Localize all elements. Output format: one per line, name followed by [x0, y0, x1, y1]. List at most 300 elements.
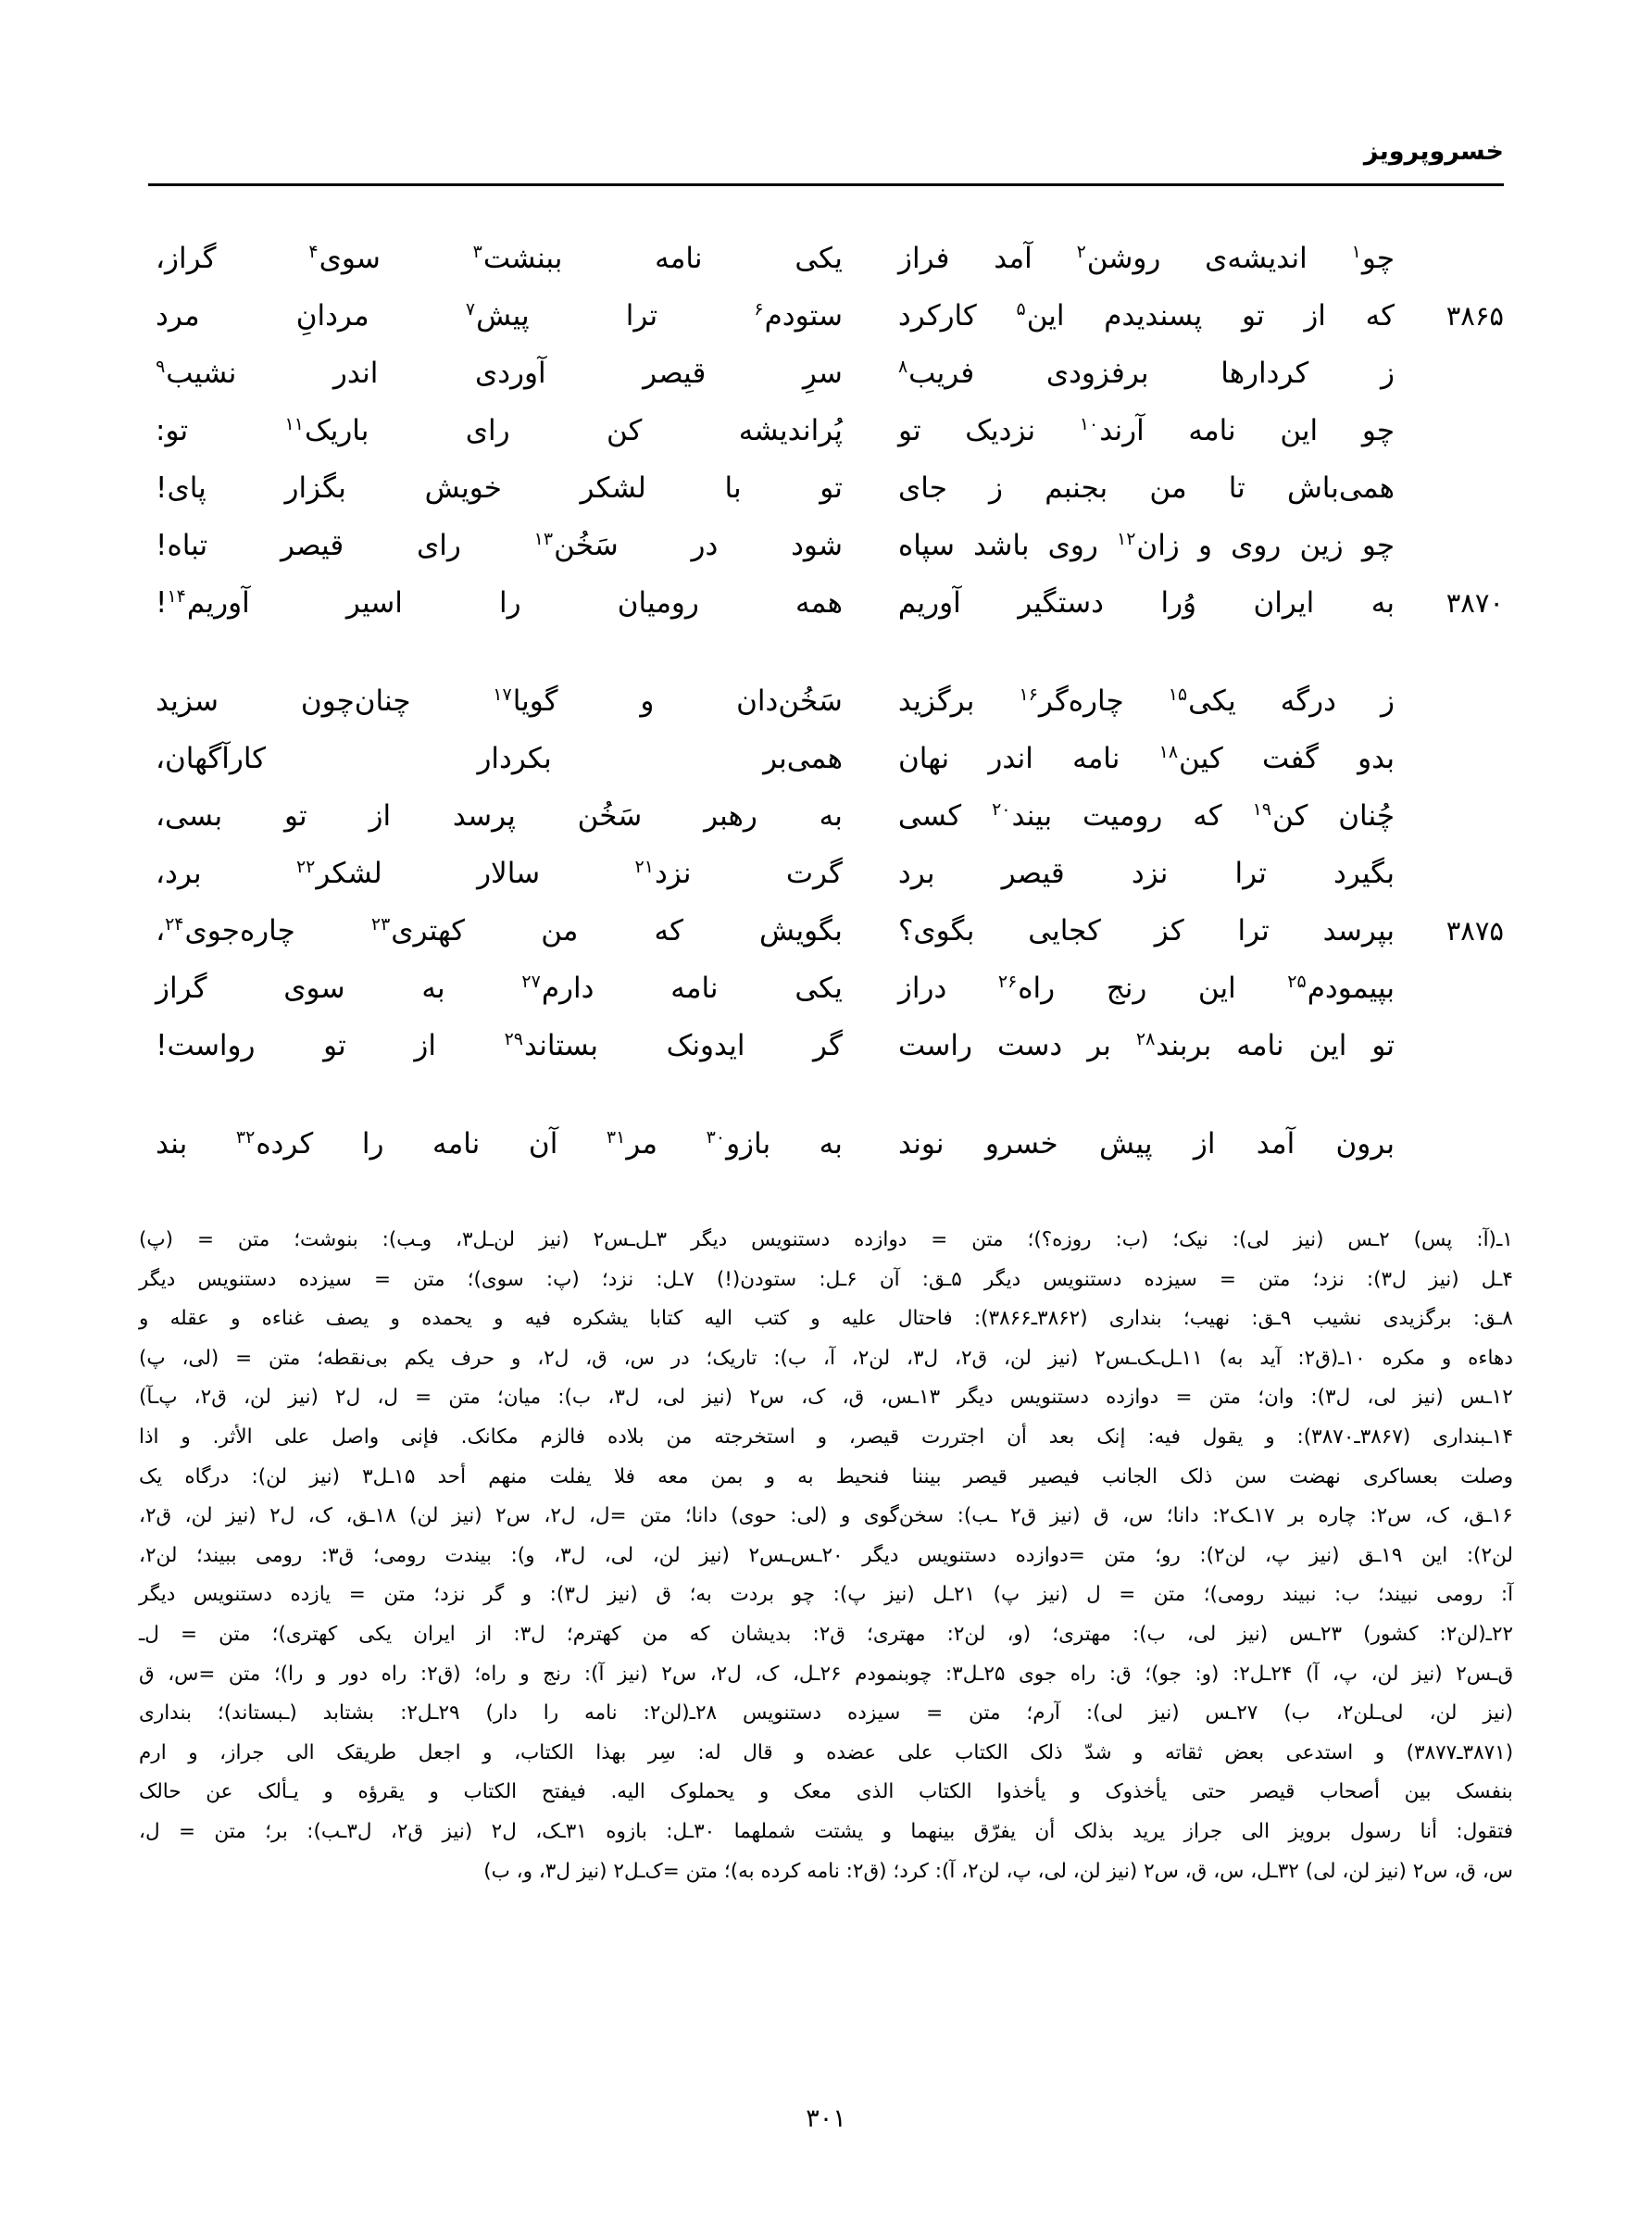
verse-word: گرت	[785, 857, 843, 890]
apparatus-token: ۲۶ـل،	[792, 1662, 842, 1686]
apparatus-token: رنج	[543, 1662, 571, 1686]
apparatus-token: آ)	[1305, 1662, 1320, 1686]
apparatus-token: ق	[656, 1583, 672, 1607]
apparatus-token: بدیشان	[731, 1622, 792, 1646]
apparatus-token: یقرؤه	[357, 1780, 405, 1804]
apparatus-token: نهضت	[1289, 1464, 1341, 1488]
verse-word: کرده$^{۳۲}$	[235, 1126, 314, 1161]
apparatus-token: سیزده	[298, 1267, 352, 1291]
apparatus-token: لن،	[1429, 1701, 1458, 1726]
apparatus-token: پ)	[139, 1346, 166, 1370]
hemistich-first	[867, 517, 1504, 574]
verse-word: بگیرد	[1333, 857, 1395, 890]
verse-word: سالار	[477, 857, 541, 890]
apparatus-token: یـألک	[257, 1780, 299, 1804]
apparatus-token: (ق۲:	[845, 1859, 887, 1883]
verse-word: نامه	[1236, 1029, 1284, 1062]
apparatus-token: بذلک	[1073, 1819, 1114, 1843]
apparatus-token: ب)	[483, 1859, 510, 1883]
apparatus-token: از	[476, 1622, 493, 1646]
apparatus-token: بنداری	[1108, 1307, 1162, 1331]
apparatus-token: ب)	[1283, 1701, 1310, 1726]
apparatus-token: بر؛	[265, 1819, 288, 1843]
apparatus-token: دوازده	[854, 1228, 907, 1251]
apparatus-token: ۱ـ(آ:	[1476, 1228, 1513, 1251]
verse-word: یکی$^{۱۵}$	[1168, 684, 1236, 718]
apparatus-token: (نیز	[576, 1859, 607, 1883]
apparatus-token: غناءه	[261, 1307, 305, 1331]
apparatus-token: یقول	[1202, 1424, 1244, 1449]
apparatus-token: شدّ	[1084, 1740, 1112, 1764]
footnote-marker: ۱۴	[167, 585, 186, 607]
apparatus-token: واصل	[332, 1424, 380, 1449]
apparatus-token: بلاده	[607, 1424, 645, 1449]
apparatus-token: درگاه	[184, 1464, 230, 1488]
apparatus-token: بیننا	[911, 1464, 942, 1488]
verse-word: راست	[897, 1029, 972, 1062]
apparatus-token: الی	[286, 1740, 315, 1764]
footnote-marker: ۷	[465, 298, 476, 320]
apparatus-token: =	[178, 1819, 195, 1843]
apparatus-token: دیگر	[957, 1386, 994, 1410]
apparatus-token: ل،	[139, 1819, 160, 1843]
apparatus-token: بی‌نقطه؛	[317, 1346, 388, 1370]
verse-word: تو	[897, 414, 921, 447]
verse-word: خسرو	[984, 1127, 1058, 1161]
apparatus-token: (نیز	[1376, 1859, 1407, 1883]
apparatus-token: رومی؛	[372, 1543, 426, 1567]
apparatus-token: به	[797, 1464, 814, 1488]
verse-word: سرِ	[802, 357, 843, 390]
verse-word: سزید	[156, 684, 219, 718]
footnote-marker: ۱۰	[1079, 413, 1099, 434]
apparatus-line	[139, 1694, 1513, 1734]
apparatus-token: نهیب؛	[1183, 1307, 1231, 1331]
apparatus-token: یحمده	[421, 1307, 472, 1331]
verse-word: آوریم	[897, 586, 961, 620]
apparatus-token: (نیز	[1483, 1701, 1514, 1726]
apparatus-token: پ،	[1332, 1662, 1358, 1686]
verse-word: تو	[323, 1029, 346, 1062]
verse-word: همی‌بر	[763, 742, 843, 775]
verse-word: دستگیر	[1018, 586, 1104, 620]
verse-couplet	[148, 1017, 1504, 1074]
verse-word: گفت	[1262, 742, 1319, 775]
apparatus-token: =	[1219, 1267, 1236, 1291]
hemistich-first	[867, 730, 1504, 787]
verse-word: به	[1370, 586, 1395, 620]
apparatus-line	[139, 1378, 1513, 1418]
verse-word: ز	[1381, 357, 1395, 390]
apparatus-token: لن،	[184, 1504, 213, 1528]
verse-word: از	[369, 799, 392, 833]
footnote-marker: ۲	[1076, 241, 1086, 262]
apparatus-token: س۲:	[1370, 1504, 1412, 1528]
apparatus-token: (نیز	[884, 1583, 915, 1607]
verse-word: این	[1280, 414, 1319, 447]
apparatus-token: ل۳):	[1366, 1267, 1407, 1291]
apparatus-token: ستودن(!)	[716, 1267, 797, 1291]
apparatus-token: متن	[1104, 1543, 1136, 1567]
hemistich-first	[867, 345, 1504, 402]
apparatus-token: و	[1441, 1346, 1452, 1370]
verse-number: ۳۸۷۵	[1446, 915, 1504, 947]
apparatus-token: (ق۲:	[419, 1662, 461, 1686]
apparatus-token: ۱۳ـس،	[881, 1386, 941, 1410]
apparatus-token: جراز	[1183, 1819, 1223, 1843]
verse-word: تا	[1228, 471, 1245, 505]
apparatus-token: آ:	[1500, 1583, 1514, 1607]
verse-word: بیند$^{۲۰}$	[992, 798, 1053, 833]
verse-word: کارکرد	[897, 299, 977, 333]
apparatus-token: (نیز	[451, 1504, 482, 1528]
apparatus-token: منهم	[488, 1464, 528, 1488]
apparatus-token: ببیند؛	[195, 1543, 237, 1567]
apparatus-token: سیزده	[847, 1701, 901, 1726]
apparatus-token: ق،	[1184, 1859, 1208, 1883]
apparatus-token: تاریک؛	[706, 1346, 757, 1370]
apparatus-token: سخن‌گوی	[863, 1504, 945, 1528]
apparatus-token: (نیز	[1411, 1662, 1443, 1686]
apparatus-token: متن	[1153, 1583, 1186, 1607]
apparatus-token: (۳۸۷۱ـ۳۸۷۷)	[1406, 1740, 1514, 1764]
hemistich-second	[148, 574, 867, 632]
apparatus-token: عضده	[826, 1740, 877, 1764]
hemistich-first	[867, 459, 1504, 517]
apparatus-token: ل۲	[491, 1819, 517, 1843]
apparatus-token: متن	[383, 1583, 416, 1607]
apparatus-token: عن	[206, 1780, 233, 1804]
verse-word: نامه	[670, 972, 719, 1005]
hemistich-first	[867, 672, 1504, 730]
apparatus-token: ق،	[842, 1386, 865, 1410]
verse-word: نزدیک	[965, 414, 1036, 447]
apparatus-token: و	[139, 1307, 149, 1331]
apparatus-token: آن	[879, 1267, 900, 1291]
apparatus-token: ب):	[773, 1346, 807, 1370]
apparatus-token: فیفتح	[541, 1780, 586, 1804]
apparatus-token: س۲	[1144, 1859, 1179, 1883]
apparatus-token: الذی	[856, 1780, 895, 1804]
apparatus-token: ق۲،	[139, 1504, 172, 1528]
apparatus-token: ل۳،	[907, 1346, 939, 1370]
verse-word: چاره‌گر$^{۱۶}$	[1019, 684, 1124, 718]
apparatus-token: مکانک.	[460, 1424, 519, 1449]
apparatus-token: بعض	[1224, 1740, 1265, 1764]
apparatus-token: اجتررت	[921, 1424, 985, 1449]
verse-word: قیصر	[1001, 857, 1065, 890]
verse-word: از	[1193, 1127, 1216, 1161]
verse-word: نزد$^{۲۱}$	[634, 856, 692, 890]
verse-word: گر	[813, 1029, 843, 1062]
verse-word: فراز	[897, 242, 950, 275]
verse-word: پیش	[1099, 1127, 1153, 1161]
hemistich-second	[148, 517, 867, 574]
apparatus-token: حالک	[139, 1780, 181, 1804]
verse-couplet	[148, 672, 1504, 730]
verse-number: ۳۸۷۰	[1446, 587, 1504, 619]
apparatus-token: گر	[483, 1583, 505, 1607]
apparatus-token: ۳۰ـل:	[666, 1819, 716, 1843]
apparatus-token: (لی:	[790, 1504, 828, 1528]
hemistich-second	[148, 287, 867, 345]
footnote-marker: ۱۱	[284, 413, 304, 434]
apparatus-token: لن،	[1370, 1662, 1399, 1686]
apparatus-token: (نیز	[1148, 1701, 1180, 1726]
hemistich-second	[148, 1017, 867, 1074]
verse-word: کردارها	[1220, 357, 1309, 390]
apparatus-token: نبیند	[1282, 1583, 1317, 1607]
verse-word: اندیشه‌ی	[1205, 242, 1308, 275]
apparatus-token: دیگر	[139, 1267, 176, 1291]
apparatus-token: جراز،	[219, 1740, 265, 1764]
apparatus-token: بعد	[1048, 1424, 1075, 1449]
apparatus-line	[139, 1339, 1513, 1379]
verse-word: نامه	[1072, 742, 1120, 775]
apparatus-token: و	[840, 1504, 851, 1528]
verse-number: ۳۸۶۵	[1446, 300, 1504, 332]
apparatus-token: ۲۱ـل	[932, 1583, 976, 1607]
apparatus-token: بمن	[710, 1464, 744, 1488]
footnote-marker: ۲۹	[504, 1028, 523, 1049]
apparatus-token: استخرجته	[714, 1424, 795, 1449]
apparatus-token: ۱۱ـل‌ـک‌ـس۲	[1095, 1346, 1203, 1370]
verse-word: پسندیدم	[1104, 299, 1203, 333]
apparatus-token: آید	[1259, 1346, 1282, 1370]
apparatus-token: و):	[510, 1543, 535, 1567]
apparatus-token: اذا	[139, 1424, 159, 1449]
apparatus-token: کتابا	[649, 1307, 683, 1331]
verse-word: برد	[897, 857, 935, 890]
apparatus-token: حتی	[1191, 1780, 1227, 1804]
apparatus-token: الکتاب،	[514, 1740, 574, 1764]
verse-word: نهان	[897, 742, 950, 775]
apparatus-token: دیگر	[690, 1228, 728, 1251]
verse-word: به	[421, 972, 445, 1005]
apparatus-token: ق۲،	[194, 1386, 227, 1410]
apparatus-token: س۲	[495, 1504, 531, 1528]
apparatus-token: =	[931, 1228, 948, 1251]
apparatus-token: متن	[685, 1859, 719, 1883]
verse-word: نامه	[432, 1127, 481, 1161]
apparatus-token: ل۲	[335, 1386, 361, 1410]
apparatus-token: ل‌ـ	[139, 1622, 159, 1646]
apparatus-token: (و،	[1007, 1622, 1032, 1646]
apparatus-token: یأخذوا	[996, 1780, 1046, 1804]
apparatus-token: فلا	[613, 1464, 635, 1488]
apparatus-token: روزه؟)؛	[1027, 1228, 1092, 1251]
verse-word: بگزار	[284, 471, 346, 505]
apparatus-token: =	[373, 1267, 391, 1291]
apparatus-token: مکره	[1382, 1346, 1426, 1370]
apparatus-token: بعساکری	[1362, 1464, 1438, 1488]
apparatus-token: در	[670, 1346, 690, 1370]
verse-word: دست	[996, 1029, 1063, 1062]
apparatus-token: ق۲،	[390, 1819, 424, 1843]
apparatus-token: لی،	[604, 1543, 634, 1567]
apparatus-token: بر	[1288, 1504, 1305, 1528]
verse-word: برون	[1335, 1127, 1395, 1161]
apparatus-token: بازوه	[606, 1819, 647, 1843]
apparatus-token: ۲۳ـس	[1289, 1622, 1343, 1646]
apparatus-token: آرم؛	[1026, 1701, 1060, 1726]
running-head	[148, 139, 1504, 195]
running-head-title: خسروپرویز	[1363, 137, 1504, 166]
verse-word: به	[819, 1127, 843, 1161]
verse-couplet	[148, 402, 1504, 459]
apparatus-token: و	[390, 1307, 400, 1331]
apparatus-token: متن	[268, 1346, 301, 1370]
verse-word: رای	[416, 529, 461, 562]
apparatus-token: ۲۹ـل۲:	[400, 1701, 460, 1726]
apparatus-token: إنک	[1096, 1424, 1126, 1449]
verse-word: بربند$^{۲۸}$	[1135, 1028, 1212, 1062]
verse-word: کز	[1154, 914, 1184, 948]
verse-word: ز	[1381, 684, 1395, 718]
apparatus-token: سن	[1234, 1464, 1268, 1488]
apparatus-token: (نیز	[1428, 1267, 1459, 1291]
verse-word: بپرسد	[1322, 914, 1395, 948]
apparatus-token: یک	[139, 1464, 163, 1488]
verse-word: سَخُن‌دان	[736, 684, 843, 718]
apparatus-token: ل۳ـب):	[307, 1819, 372, 1843]
apparatus-token: (۳۸۶۲ـ۳۸۶۶):	[973, 1307, 1088, 1331]
footnote-marker: ۳۲	[235, 1126, 256, 1148]
apparatus-token: =	[415, 1386, 432, 1410]
apparatus-token: فاحتال	[897, 1307, 953, 1331]
footnote-marker: ۹	[156, 356, 166, 377]
verse-couplet	[148, 902, 1504, 960]
verse-word: بگویش	[759, 914, 843, 948]
apparatus-token: وان؛	[1258, 1386, 1295, 1410]
apparatus-token: أصحاب	[1320, 1780, 1381, 1804]
hemistich-second	[148, 845, 867, 902]
verse-word: همی‌باش	[1286, 471, 1395, 505]
apparatus-token: ل۳):	[1310, 1386, 1351, 1410]
verse-word: کن	[607, 414, 643, 447]
verse-word: دارم$^{۲۷}$	[521, 971, 594, 1005]
apparatus-line	[139, 1734, 1513, 1774]
apparatus-token: به)	[1219, 1346, 1244, 1370]
apparatus-token: لن۲:	[946, 1622, 986, 1646]
apparatus-token: لی‌ـلن۲،	[1335, 1701, 1404, 1726]
verse-word: یکی	[795, 972, 843, 1005]
apparatus-token: (پ:	[545, 1267, 580, 1291]
apparatus-token: استدعی	[1285, 1740, 1354, 1764]
apparatus-token: ل،	[377, 1386, 398, 1410]
footnote-marker: ۳۰	[706, 1126, 726, 1148]
apparatus-token: ل	[1086, 1583, 1101, 1607]
apparatus-token: ب:	[1333, 1583, 1360, 1607]
apparatus-token: علی	[274, 1424, 310, 1449]
verse-couplet	[148, 1115, 1504, 1173]
verse-word: زان$^{۱۲}$	[1117, 528, 1180, 562]
verse-word: روی	[1047, 529, 1098, 562]
apparatus-token: س،	[1122, 1504, 1154, 1528]
verse-word: وُرا	[1160, 586, 1197, 620]
apparatus-token: (نیز	[309, 1464, 340, 1488]
apparatus-token: آ):	[934, 1859, 956, 1883]
verse-word: همه	[795, 586, 843, 620]
apparatus-token: لن،	[244, 1386, 271, 1410]
apparatus-token: ۸ـق:	[1472, 1307, 1513, 1331]
apparatus-token: =	[348, 1583, 366, 1607]
apparatus-token: مهتری؛	[1052, 1622, 1111, 1646]
verse-word: یکی	[795, 242, 843, 275]
verse-word: بکردار	[477, 742, 552, 775]
verse-word: لشکر	[580, 471, 646, 505]
apparatus-token: ق،	[585, 1346, 607, 1370]
apparatus-token: پ):	[832, 1583, 867, 1607]
apparatus-token: پ‌ـآ)	[139, 1386, 178, 1410]
verse-word: چنان‌چون	[300, 684, 411, 718]
footnote-marker: ۳	[472, 241, 482, 262]
apparatus-token: چاره	[1318, 1504, 1357, 1528]
apparatus-token: راه	[1070, 1662, 1096, 1686]
apparatus-token: (ب:	[1115, 1228, 1149, 1251]
verse-word: که	[654, 914, 683, 948]
apparatus-line	[139, 1497, 1513, 1537]
apparatus-token: رومی	[256, 1543, 303, 1567]
apparatus-token: الیه	[704, 1307, 733, 1331]
apparatus-token: پ)	[993, 1583, 1020, 1607]
apparatus-token: ۲۷ـس	[1205, 1701, 1258, 1726]
apparatus-token: به؛	[689, 1583, 712, 1607]
hemistich-second	[148, 787, 867, 845]
apparatus-token: و	[323, 1780, 333, 1804]
hemistich-first	[867, 1017, 1504, 1074]
apparatus-token: (۳۸۶۷ـ۳۸۷۰):	[1296, 1424, 1411, 1449]
apparatus-token: یفلت	[549, 1464, 592, 1488]
apparatus-token: متن	[219, 1622, 251, 1646]
apparatus-token: مهتری؛	[867, 1622, 926, 1646]
apparatus-token: علی	[897, 1740, 933, 1764]
apparatus-token: کهتری)؛	[271, 1622, 338, 1646]
apparatus-token: بشتابد	[322, 1701, 375, 1726]
apparatus-line	[139, 1575, 1513, 1615]
hemistich-second	[148, 402, 867, 459]
apparatus-token: (نیز	[1107, 1859, 1138, 1883]
apparatus-token: دستنویس	[197, 1267, 277, 1291]
verse-word: کجایی	[1028, 914, 1101, 948]
apparatus-token: ۲ـس	[1347, 1228, 1390, 1251]
apparatus-token: قیصر	[1251, 1780, 1295, 1804]
apparatus-token: برویز	[1288, 1819, 1332, 1843]
apparatus-token: و	[758, 1780, 770, 1804]
apparatus-line	[139, 1615, 1513, 1655]
verse-word: بجنبم	[1045, 471, 1108, 505]
apparatus-token: و	[1070, 1780, 1081, 1804]
apparatus-token: به)؛	[723, 1859, 755, 1883]
verse-word: نشیب$^۹$	[156, 356, 237, 390]
footnote-marker: ۱۷	[493, 684, 512, 705]
verse-word: که	[1193, 799, 1222, 833]
apparatus-token: حرف	[450, 1346, 495, 1370]
apparatus-token: ایران	[413, 1622, 456, 1646]
apparatus-token: ک،	[1424, 1504, 1450, 1528]
apparatus-token: الی	[1241, 1819, 1270, 1843]
critical-apparatus	[139, 1221, 1513, 1891]
apparatus-token: وصلت	[1460, 1464, 1513, 1488]
apparatus-token: ۷ـل:	[656, 1267, 695, 1291]
apparatus-token: ثقاته	[1164, 1740, 1203, 1764]
apparatus-token: (ـبستاند)؛	[217, 1701, 297, 1726]
apparatus-token: ل۲	[269, 1504, 295, 1528]
apparatus-token: لن):	[251, 1464, 288, 1488]
apparatus-token: نبیند؛	[1378, 1583, 1419, 1607]
verse-word: آن	[528, 1127, 558, 1161]
verse-word: ببنشت$^۳$	[472, 241, 563, 275]
